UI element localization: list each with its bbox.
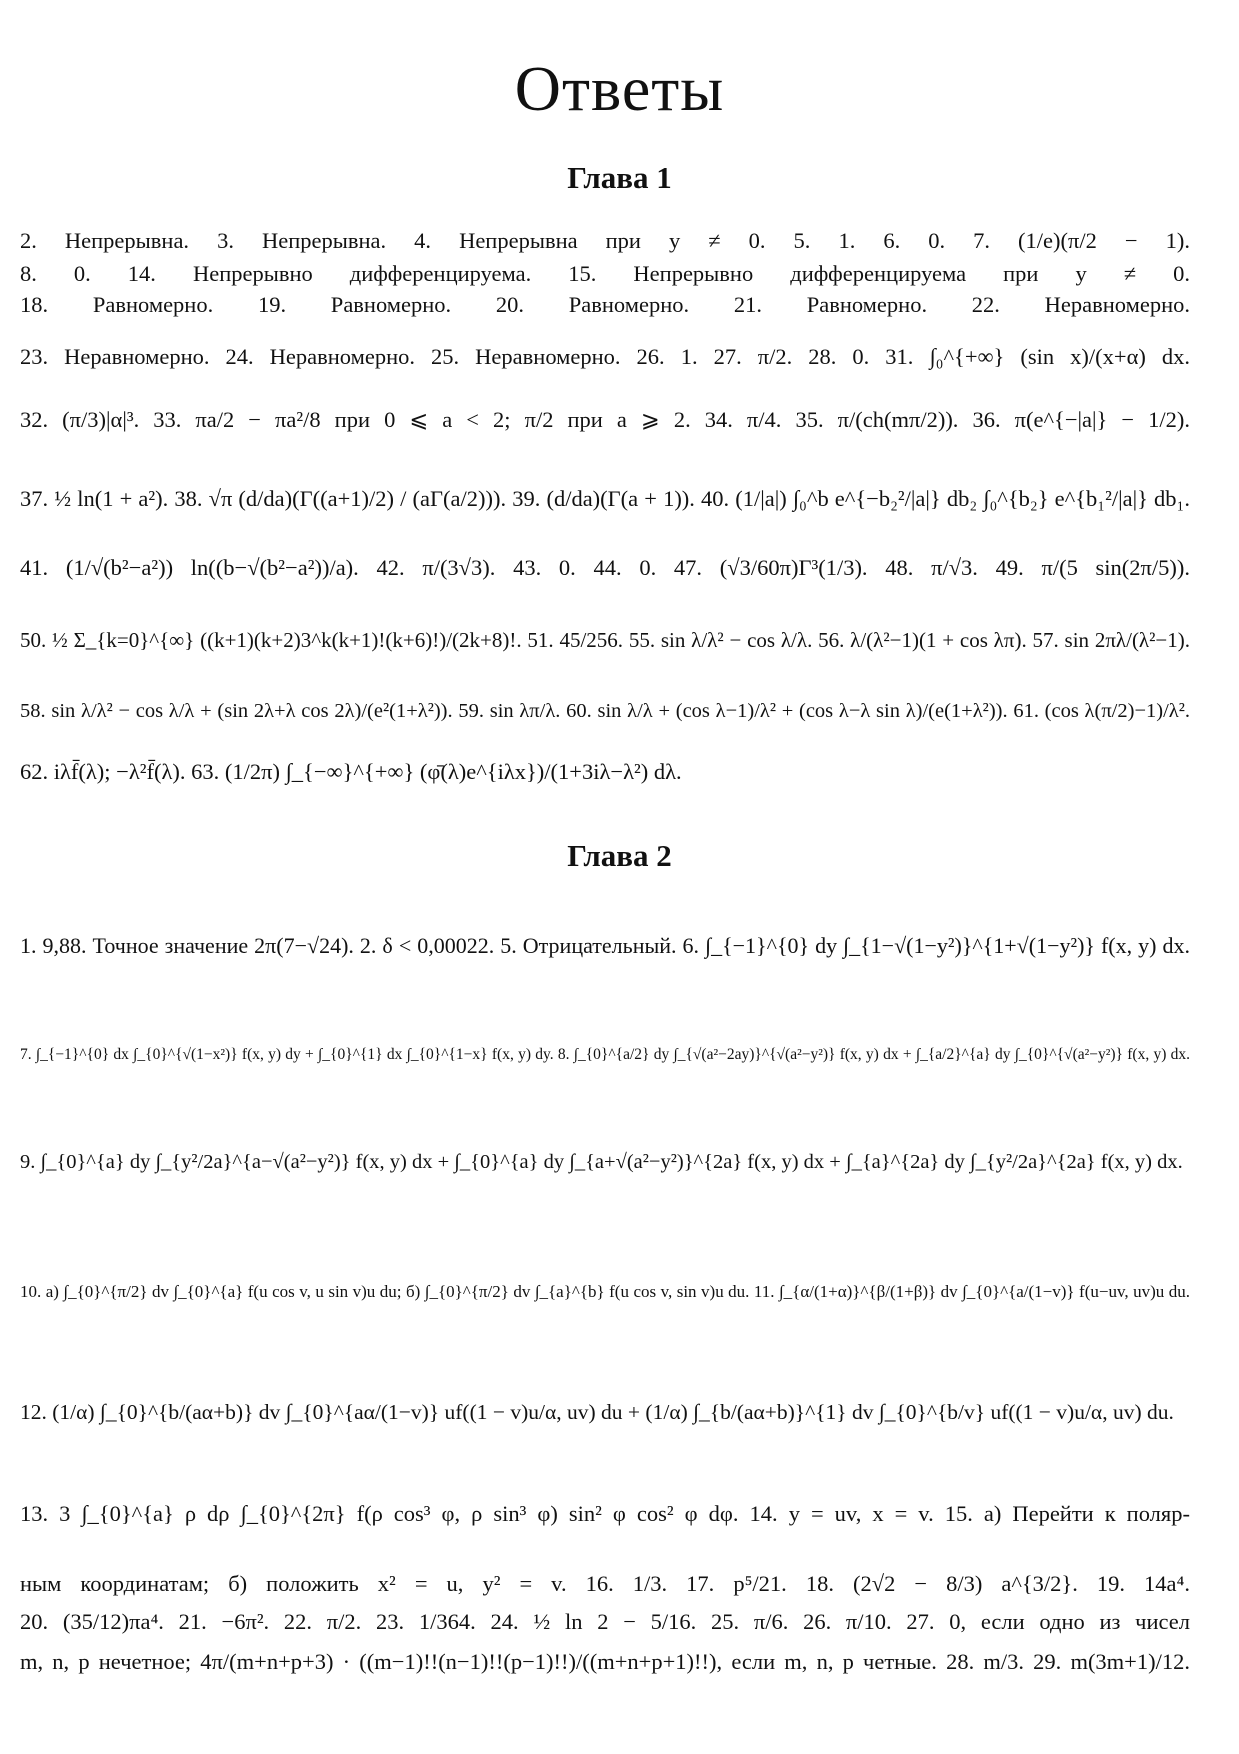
chapter-1-answer-line: 2. Непрерывна. 3. Непрерывна. 4. Непрерывна при y ≠ 0. 5. 1. 6. 0. 7. (1/e)(π/2 − 1). (20, 228, 1190, 253)
chapter-1-heading: Глава 1 (567, 160, 672, 195)
chapter-1-answer-line: 37. ½ ln(1 + a²). 38. √π (d/da)(Γ((a+1)/2) / (aΓ(a/2))). 39. (d/da)(Γ(a + 1)). 40. (1/|a|) ∫₀^b e^{−b₂²/|a|} db₂ ∫₀^{b₂} e^{b₁²/|a|} db₁. (20, 486, 1190, 511)
chapter-1-answer-line: 8. 0. 14. Непрерывно дифференцируема. 15. Непрерывно дифференцируема при y ≠ 0. (20, 261, 1190, 286)
chapter-1-answer-line: 62. iλf̄(λ); −λ²f̄(λ). 63. (1/2π) ∫_{−∞}^{+∞} (φ̄(λ)e^{iλx})/(1+3iλ−λ²) dλ. (20, 759, 682, 784)
chapter-1-answer-line: 18. Равномерно. 19. Равномерно. 20. Равномерно. 21. Равномерно. 22. Неравномерно. (20, 292, 1190, 317)
chapter-1-answer-line: 41. (1/√(b²−a²)) ln((b−√(b²−a²))/a). 42. π/(3√3). 43. 0. 44. 0. 47. (√3/60π)Γ³(1/3). 48. π/√3. 49. π/(5 sin(2π/5)). (20, 555, 1190, 580)
chapter-2-answer-line: 9. ∫_{0}^{a} dy ∫_{y²/2a}^{a−√(a²−y²)} f(x, y) dx + ∫_{0}^{a} dy ∫_{a+√(a²−y²)}^{2a} f(x, y) dx + ∫_{a}^{2a} dy ∫_{y²/2a}^{2a} f(x, y) dx. (20, 1151, 1183, 1173)
chapter-1-answer-line: 23. Неравномерно. 24. Неравномерно. 25. Неравномерно. 26. 1. 27. π/2. 28. 0. 31. ∫₀^{+∞} (sin x)/(x+α) dx. (20, 344, 1190, 369)
chapter-1-answer-line: 58. sin λ/λ² − cos λ/λ + (sin 2λ+λ cos 2λ)/(e²(1+λ²)). 59. sin λπ/λ. 60. sin λ/λ + (cos λ−1)/λ² + (cos λ−λ sin λ)/(e(1+λ²)). 61. (cos λ(π/2)−1)/λ². (20, 700, 1190, 722)
chapter-1-answer-line: 50. ½ Σ_{k=0}^{∞} ((k+1)(k+2)3^k(k+1)!(k+6)!)/(2k+8)!. 51. 45/256. 55. sin λ/λ² − cos λ/λ. 56. λ/(λ²−1)(1 + cos λπ). 57. sin 2πλ/(λ²−1). (20, 628, 1190, 652)
chapter-2-answer-line: 7. ∫_{−1}^{0} dx ∫_{0}^{√(1−x²)} f(x, y) dy + ∫_{0}^{1} dx ∫_{0}^{1−x} f(x, y) dy. 8. ∫_{0}^{a/2} dy ∫_{√(a²−2ay)}^{√(a²−y²)} f(x, y) dx + ∫_{a/2}^{a} dy ∫_{0}^{√(a²−y²)} f(x, y) dx. (20, 1046, 1190, 1063)
chapter-2-answer-line: 12. (1/α) ∫_{0}^{b/(aα+b)} dv ∫_{0}^{aα/(1−v)} uf((1 − v)u/α, uv) du + (1/α) ∫_{b/(aα+b)}^{1} dv ∫_{0}^{b/v} uf((1 − v)u/α, uv) du. (20, 1400, 1174, 1424)
chapter-2-heading: Глава 2 (567, 838, 672, 873)
page-title: Ответы (514, 53, 725, 124)
chapter-2-answer-line: 10. а) ∫_{0}^{π/2} dv ∫_{0}^{a} f(u cos v, u sin v)u du; б) ∫_{0}^{π/2} dv ∫_{a}^{b} f(u cos v, sin v)u du. 11. ∫_{α/(1+α)}^{β/(1+β)} dv ∫_{0}^{a/(1−v)} f(u−uv, uv)u du. (20, 1282, 1190, 1301)
chapter-2-answer-line: 20. (35/12)πa⁴. 21. −6π². 22. π/2. 23. 1/364. 24. ½ ln 2 − 5/16. 25. π/6. 26. π/10. 27. 0, если одно из чисел (20, 1609, 1190, 1634)
chapter-1-answer-line: 32. (π/3)|α|³. 33. πa/2 − πa²/8 при 0 ⩽ a < 2; π/2 при a ⩾ 2. 34. π/4. 35. π/(ch(mπ/2)). 36. π(e^{−|a|} − 1/2). (20, 407, 1190, 432)
chapter-2-answer-line: 1. 9,88. Точное значение 2π(7−√24). 2. δ < 0,00022. 5. Отрицательный. 6. ∫_{−1}^{0} dy ∫_{1−√(1−y²)}^{1+√(1−y²)} f(x, y) dx. (20, 933, 1190, 958)
chapter-2-answer-line: 13. 3 ∫_{0}^{a} ρ dρ ∫_{0}^{2π} f(ρ cos³ φ, ρ sin³ φ) sin² φ cos² φ dφ. 14. y = uv, x = v. 15. а) Перейти к поляр- (20, 1501, 1190, 1526)
chapter-2-answer-line: m, n, p нечетное; 4π/(m+n+p+3) · ((m−1)!!(n−1)!!(p−1)!!)/((m+n+p+1)!!), если m, n, p четные. 28. m/3. 29. m(3m+1)/12. (20, 1649, 1190, 1674)
chapter-2-answer-line: ным координатам; б) положить x² = u, y² = v. 16. 1/3. 17. p⁵/21. 18. (2√2 − 8/3) a^{3/2}. 19. 14a⁴. (20, 1571, 1190, 1596)
